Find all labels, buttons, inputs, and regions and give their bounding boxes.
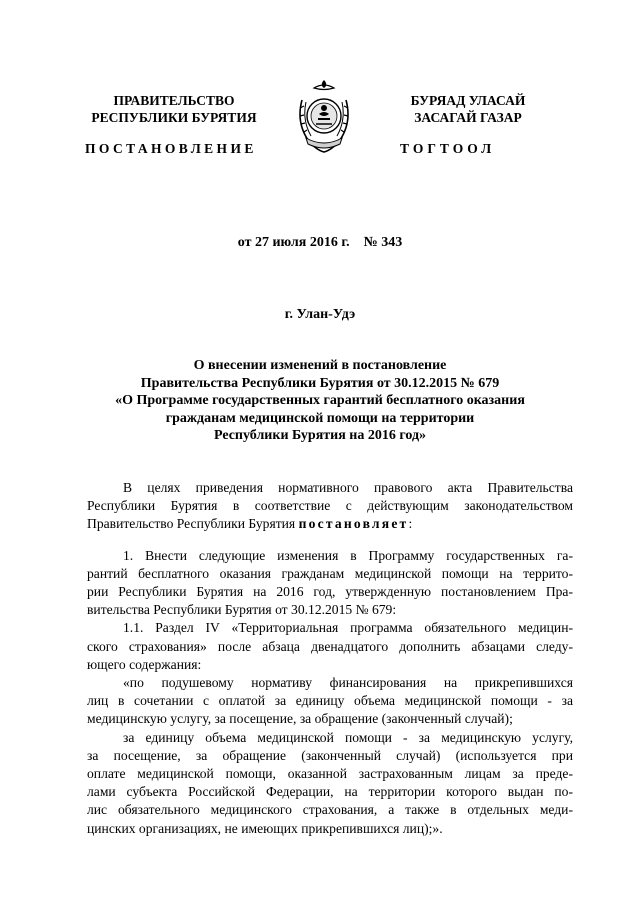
text-line: вительства Республики Бурятия от 30.12.2015 № 679:	[87, 602, 397, 618]
title-line: гражданам медицинской помощи на территории	[165, 410, 475, 426]
document-body	[87, 479, 573, 838]
text-line	[87, 515, 573, 533]
text-line: оплате медицинской помощи, оказанной застрахованным лицам за преде-	[87, 766, 573, 782]
paragraph-1-1	[87, 619, 573, 674]
decree-number: № 343	[363, 235, 403, 250]
decree-type-bua: ТОГТООЛ	[400, 141, 496, 156]
text-line: ского страхования» после абзаца двенадцатого дополнить абзацами следу-	[87, 638, 573, 654]
title-line: «О Программе государственных гарантий бесплатного оказания	[115, 393, 525, 409]
paragraph-quote-2	[87, 729, 573, 838]
paragraph-quote-1	[87, 674, 573, 729]
document-title	[80, 357, 560, 445]
text-line: лами субъекта Российской Федерации, на территории которого выдан по-	[87, 784, 573, 800]
city: г. Улан-Удэ	[284, 307, 356, 322]
text-line: 1.1. Раздел IV «Территориальная программа обязательного медицин-	[123, 620, 573, 636]
paragraph-preamble	[87, 479, 573, 534]
text-line: 1. Внести следующие изменения в Программу государственных га-	[123, 547, 573, 563]
title-line: Республики Бурятия на 2016 год»	[213, 428, 427, 444]
text-line: В целях приведения нормативного правового акта Правительства	[123, 480, 573, 495]
paragraph-1	[87, 547, 573, 620]
decree-type-ru: ПОСТАНОВЛЕНИЕ	[85, 141, 257, 156]
issuer-right-line-2: ЗАСАГАЙ ГАЗАР	[414, 110, 522, 125]
title-line: Правительства Республики Бурятия от 30.12.2015 № 679	[140, 375, 500, 391]
text-line: за единицу объема медицинской помощи - за медицинскую услугу,	[123, 729, 573, 745]
decree-date: от 27 июля 2016 г.	[237, 235, 350, 250]
issuer-right-line-1: БУРЯАД УЛАСАЙ	[410, 93, 526, 108]
text-line: лис обязательного медицинского страхования, а также в отдельных меди-	[87, 802, 573, 818]
text-line: цинских организациях, не имеющих прикрепившихся лиц);».	[87, 820, 443, 836]
issuer-right	[398, 92, 538, 126]
text-fragment: :	[408, 516, 413, 532]
text-line: рантий бесплатного оказания гражданам медицинской помощи на террито-	[87, 565, 573, 581]
spaced-keyword: постановляет	[298, 516, 409, 532]
text-line: Республики Бурятия в соответствие с действующим законодательством	[87, 498, 573, 514]
title-line: О внесении изменений в постановление	[193, 358, 447, 373]
text-fragment: Правительство Республики Бурятия	[87, 516, 299, 532]
issuer-left	[86, 92, 262, 126]
issuer-left-line-1: ПРАВИТЕЛЬСТВО	[113, 93, 235, 108]
date-number-line	[0, 235, 640, 251]
text-line: лиц в сочетании с оплатой за единицу объема медицинской помощи - за	[87, 693, 573, 709]
text-line: медицинскую услугу, за посещение, за обращение (законченный случай);	[87, 711, 513, 727]
text-line: рии Республики Бурятия на 2016 год, утвержденную постановлением Пра-	[87, 584, 573, 600]
text-line: «по подушевому нормативу финансирования на прикрепившихся	[123, 675, 573, 691]
text-line: за посещение, за обращение (законченный случай) (используется при	[87, 747, 573, 763]
coat-of-arms-icon	[292, 78, 356, 154]
issuer-left-line-2: РЕСПУБЛИКИ БУРЯТИЯ	[91, 110, 257, 125]
text-line: ющего содержания:	[87, 656, 202, 672]
